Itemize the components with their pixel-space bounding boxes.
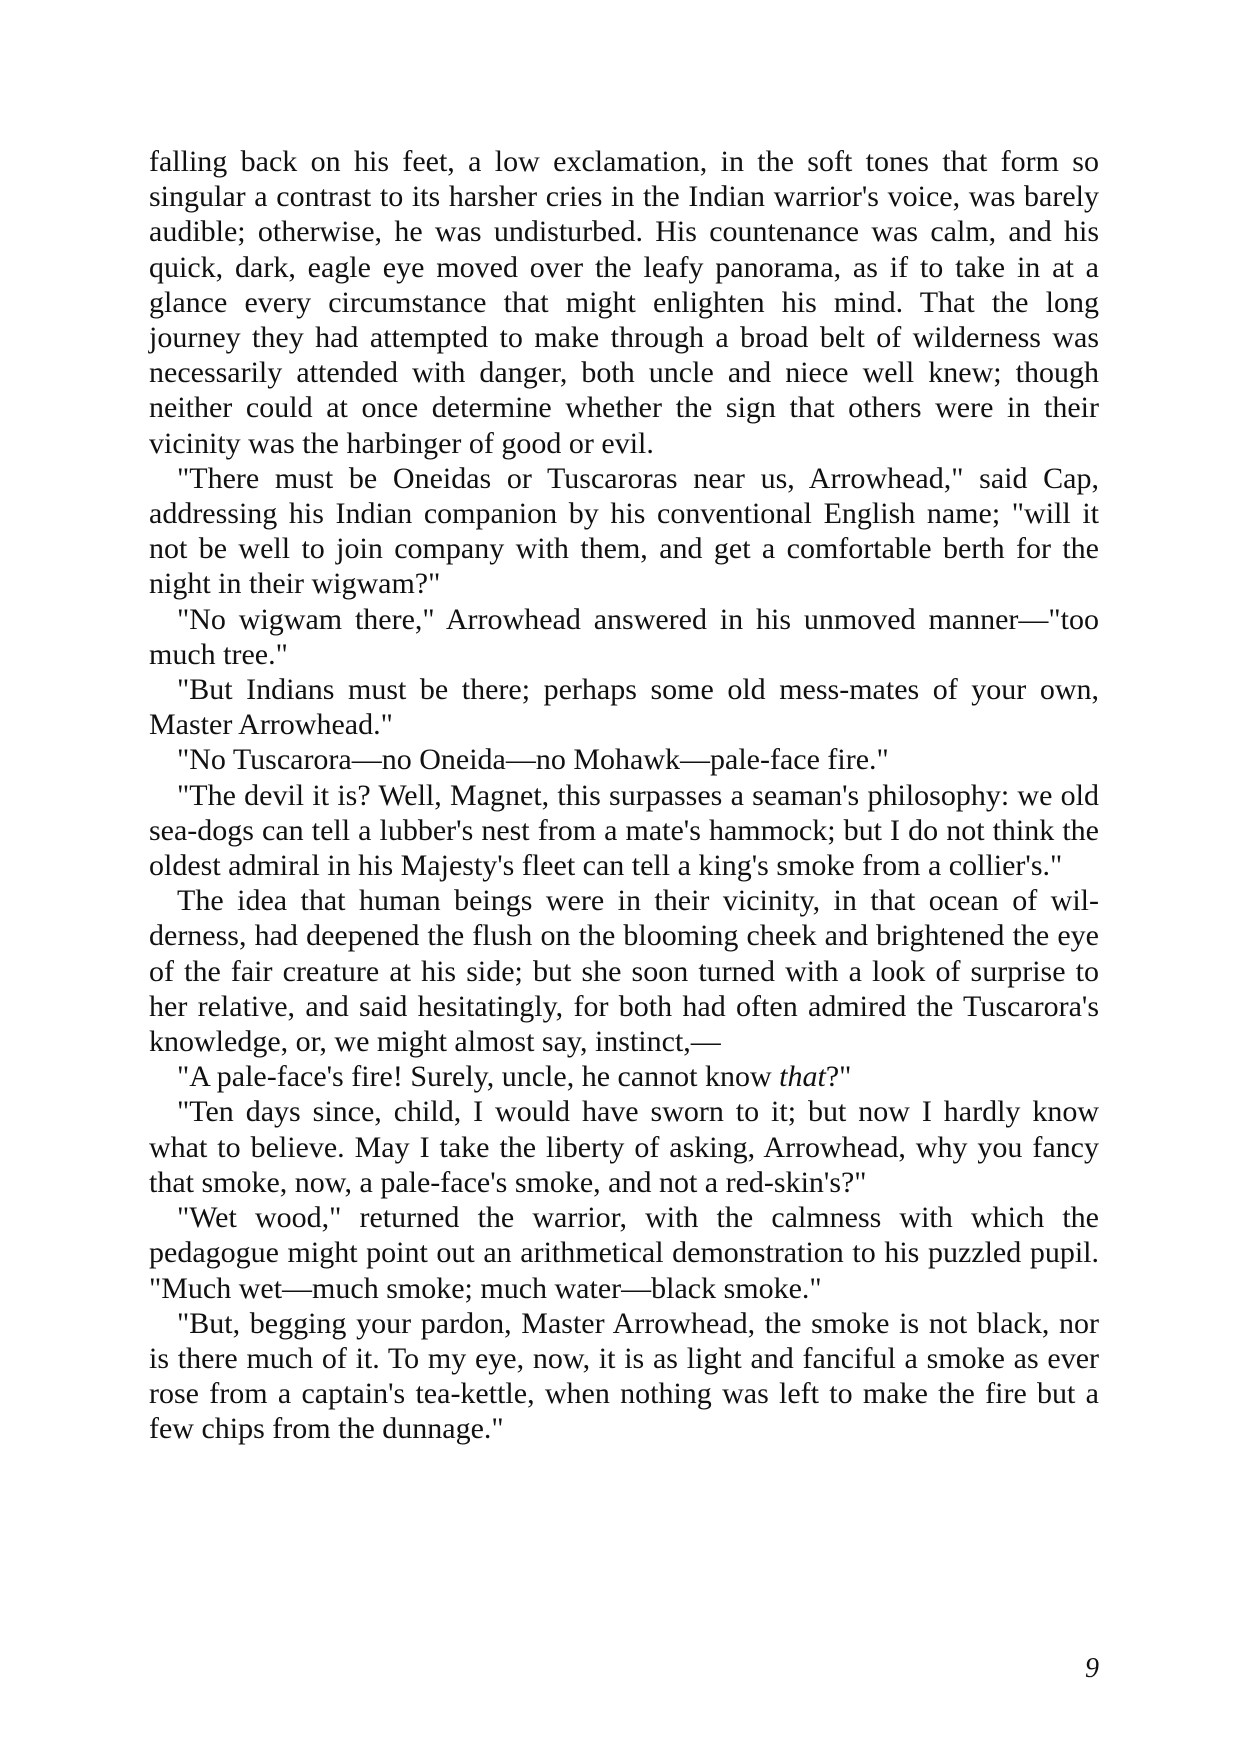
paragraph: The idea that human beings were in their vicinity, in that ocean of wilderness, had deepened the flush on the blooming cheek and brightened the eye of the fair creature at his side; but she soon turned with a look of surprise to her relative, and said hesitatingly, for both had often admired the Tuscarora's knowledge, or, we might almost say, instinct,— — [149, 884, 1099, 1059]
paragraph: "Wet wood," returned the warrior, with the calmness with which the pedagogue might point out an arithmetical demonstration to his puzzled pupil. "Much wet—much smoke; much water—black smoke." — [149, 1201, 1099, 1305]
paragraph: "No Tuscarora—no Oneida—no Mohawk—pale-face fire." — [177, 743, 889, 777]
paragraph: "Ten days since, child, I would have sworn to it; but now I hardly know what to believe. May I take the liberty of asking, Arrowhead, why you fancy that smoke, now, a pale-face's smoke, and not a red-skin's?" — [149, 1095, 1099, 1199]
italic-emphasis: that — [779, 1060, 826, 1094]
paragraph: "A pale-face's fire! Surely, uncle, he cannot know that?" — [177, 1060, 852, 1094]
paragraph: "But Indians must be there; perhaps some old mess-mates of your own, Master Arrowhead." — [149, 673, 1099, 742]
page-number: 9 — [1085, 1653, 1099, 1684]
paragraph: "But, begging your pardon, Master Arrowhead, the smoke is not black, nor is there much of it. To my eye, now, it is as light and fanciful a smoke as ever rose from a captain's tea-kettle, when nothing was left to make the fire but a few chips from the dunnage." — [149, 1306, 1099, 1446]
paragraph: "There must be Oneidas or Tuscaroras near us, Arrowhead," said Cap, addressing his Indian companion by his conventional English name; "will it not be well to join company with them, and get a comfortable berth for the night in their wigwam?" — [149, 461, 1099, 601]
paragraph: "No wigwam there," Arrowhead answered in his unmoved manner—"too much tree." — [149, 602, 1099, 671]
paragraph: falling back on his feet, a low exclamation, in the soft tones that form so singular a contrast to its harsher cries in the Indian warrior's voice, was barely audible; otherwise, he was undisturbed. His countenance was calm, and his quick, dark, eagle eye moved over the leafy panorama, as if to take in at a glance every circumstance that might enlighten his mind. That the long journey they had attempted to make through a broad belt of wilderness was necessarily attended with danger, both uncle and niece well knew; though neither could at once determine whether the sign that others were in their vicinity was the harbinger of good or evil. — [149, 145, 1099, 460]
paragraph: "The devil it is? Well, Magnet, this surpasses a seaman's philosophy: we old sea-dogs can tell a lubber's nest from a mate's hammock; but I do not think the oldest admiral in his Majesty's fleet can tell a king's smoke from a collier's." — [149, 778, 1099, 883]
page-body — [149, 144, 1099, 1447]
